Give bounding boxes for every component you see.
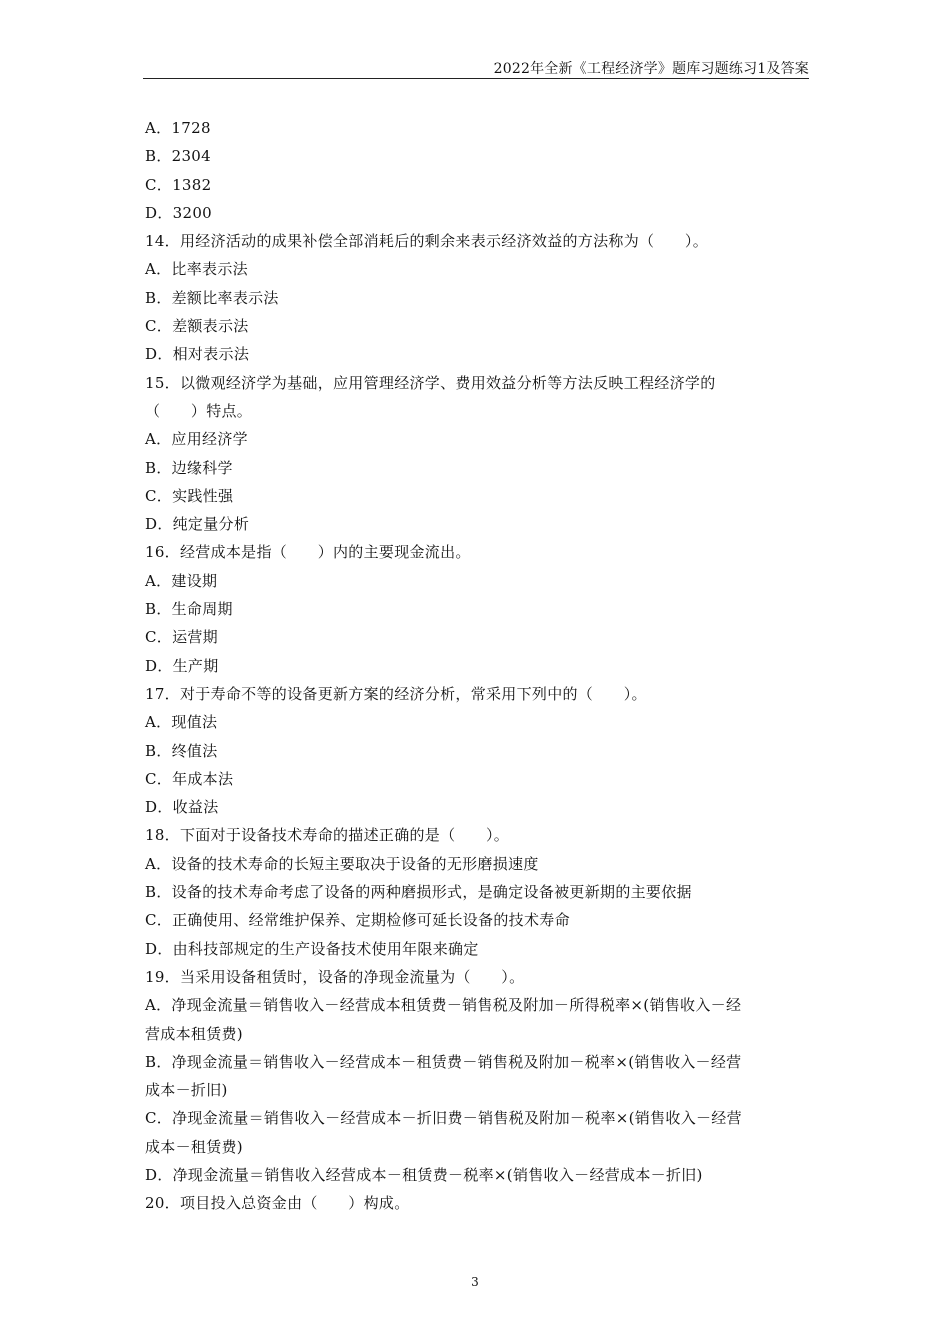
option-d: D．由科技部规定的生产设备技术使用年限来确定 (145, 939, 479, 958)
option-b: B．设备的技术寿命考虑了设备的两种磨损形式，是确定设备被更新期的主要依据 (145, 883, 692, 902)
option-b: B．生命周期 (145, 600, 233, 619)
option-c: C．正确使用、经常维护保养、定期检修可延长设备的技术寿命 (145, 911, 570, 930)
option-c: C．年成本法 (145, 769, 234, 788)
option-c-continued: 成本－租赁费) (145, 1137, 243, 1156)
option-b: B．2304 (145, 147, 211, 166)
option-a: A．1728 (145, 119, 211, 137)
option-d: D．生产期 (145, 656, 219, 675)
page-number: 3 (471, 1275, 479, 1289)
option-c: C．运营期 (145, 628, 218, 647)
option-b: B．净现金流量＝销售收入－经营成本－租赁费－销售税及附加－税率×(销售收入－经营 (145, 1052, 742, 1071)
option-a: A．应用经济学 (145, 430, 248, 449)
document-body (145, 114, 809, 1218)
question-17: 17．对于寿命不等的设备更新方案的经济分析，常采用下列中的（ ）。 (145, 684, 647, 703)
option-b: B．差额比率表示法 (145, 288, 279, 307)
question-15: 15．以微观经济学为基础，应用管理经济学、费用效益分析等方法反映工程经济学的 (145, 373, 716, 392)
option-a: A．建设期 (145, 571, 218, 590)
option-d: D．3200 (145, 203, 213, 222)
question-15-continued: （ ）特点。 (145, 401, 253, 420)
header-title: 2022年全新《工程经济学》题库习题练习1及答案 (493, 61, 809, 77)
question-16: 16．经营成本是指（ ）内的主要现金流出。 (145, 543, 471, 562)
option-d: D．相对表示法 (145, 345, 250, 364)
option-c: C．1382 (145, 175, 212, 194)
option-d: D．纯定量分析 (145, 515, 250, 534)
question-20: 20．项目投入总资金由（ ）构成。 (145, 1194, 410, 1213)
option-b: B．边缘科学 (145, 458, 233, 477)
option-a: A．净现金流量＝销售收入－经营成本租赁费－销售税及附加－所得税率×(销售收入－经 (145, 996, 742, 1015)
option-c: C．实践性强 (145, 486, 234, 505)
page-header (143, 56, 809, 79)
option-d: D．收益法 (145, 798, 219, 817)
option-a-continued: 营成本租赁费) (145, 1024, 243, 1043)
option-b: B．终值法 (145, 741, 218, 760)
question-14: 14．用经济活动的成果补偿全部消耗后的剩余来表示经济效益的方法称为（ ）。 (145, 232, 708, 251)
option-a: A．现值法 (145, 713, 218, 732)
option-a: A．设备的技术寿命的长短主要取决于设备的无形磨损速度 (145, 854, 539, 873)
question-19: 19．当采用设备租赁时，设备的净现金流量为（ ）。 (145, 967, 525, 986)
option-a: A．比率表示法 (145, 260, 248, 279)
option-c: C．差额表示法 (145, 317, 249, 336)
option-d: D．净现金流量＝销售收入经营成本－租赁费－税率×(销售收入－经营成本－折旧) (145, 1165, 703, 1184)
option-c: C．净现金流量＝销售收入－经营成本－折旧费－销售税及附加－税率×(销售收入－经营 (145, 1109, 742, 1128)
question-18: 18．下面对于设备技术寿命的描述正确的是（ ）。 (145, 826, 510, 845)
option-b-continued: 成本－折旧) (145, 1081, 228, 1100)
